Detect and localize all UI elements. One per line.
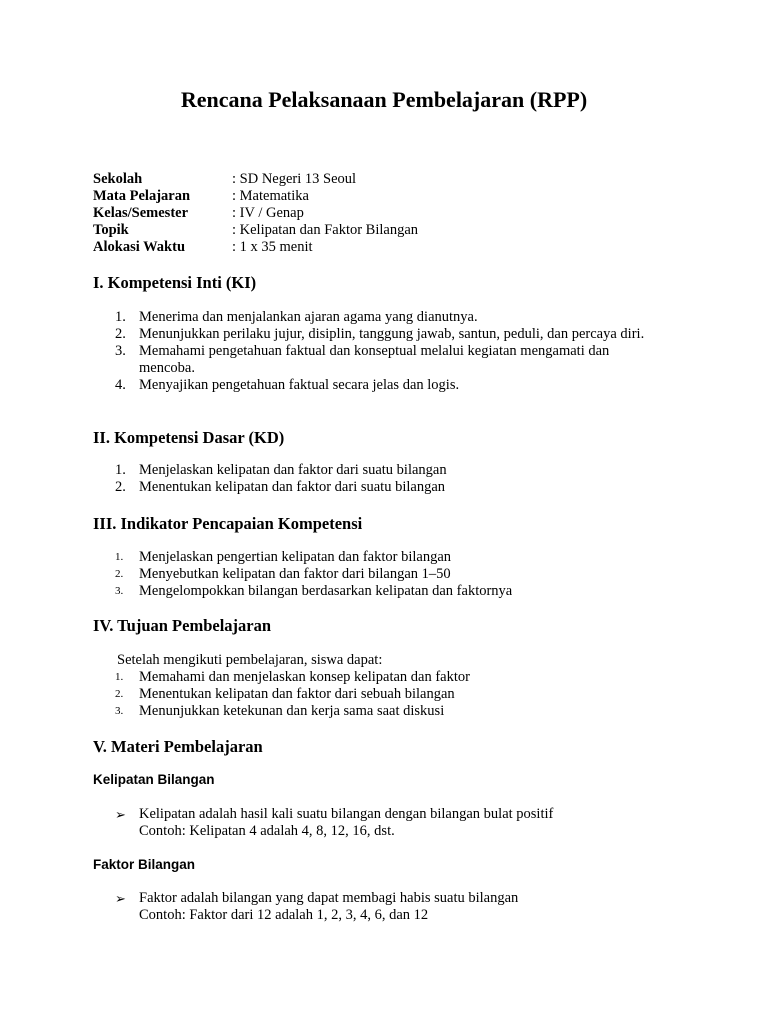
list-text: Memahami dan menjelaskan konsep kelipatan dan faktor [139, 669, 470, 685]
section-heading-tujuan: IV. Tujuan Pembelajaran [93, 616, 272, 635]
list-item [93, 686, 663, 703]
info-value: : Kelipatan dan Faktor Bilangan [232, 222, 419, 238]
list-text: Menentukan kelipatan dan faktor dari suatu bilangan [139, 479, 446, 495]
list-item [93, 462, 663, 479]
arrow-bullet-icon: ➢ [115, 891, 126, 906]
info-row-kelas-semester [93, 205, 418, 222]
info-label: Kelas/Semester [93, 205, 189, 221]
list-text: Menyajikan pengetahuan faktual secara jelas dan logis. [139, 377, 460, 393]
list-number: 2. [115, 568, 124, 580]
info-label: Mata Pelajaran [93, 188, 191, 204]
ipk-list [93, 549, 663, 600]
list-text: Menunjukkan perilaku jujur, disiplin, tanggung jawab, santun, peduli, dan percaya diri. [139, 326, 645, 342]
list-text: Memahami pengetahuan faktual dan konseptual melalui kegiatan mengamati dan mencoba. [139, 343, 610, 376]
faktor-example: Contoh: Faktor dari 12 adalah 1, 2, 3, 4, 6, dan 12 [139, 907, 429, 923]
list-text: Menjelaskan kelipatan dan faktor dari suatu bilangan [139, 462, 447, 478]
kelipatan-definition: Kelipatan adalah hasil kali suatu bilangan dengan bilangan bulat positif [139, 806, 554, 822]
section-heading-ki: I. Kompetensi Inti (KI) [93, 273, 257, 292]
tujuan-intro: Setelah mengikuti pembelajaran, siswa dapat: [117, 652, 383, 668]
arrow-bullet-icon: ➢ [115, 807, 126, 822]
list-item [93, 583, 663, 600]
list-text: Menunjukkan ketekunan dan kerja sama saat diskusi [139, 703, 445, 719]
list-item [93, 549, 663, 566]
list-number: 3. [115, 705, 124, 717]
subheading-faktor: Faktor Bilangan [93, 857, 196, 872]
list-text: Menerima dan menjalankan ajaran agama yang dianutnya. [139, 309, 478, 325]
info-label: Sekolah [93, 171, 143, 187]
list-item [93, 479, 663, 496]
list-number: 3. [115, 343, 126, 359]
list-item [93, 326, 663, 343]
faktor-definition: Faktor adalah bilangan yang dapat membagi habis suatu bilangan [139, 890, 519, 906]
list-number: 1. [115, 309, 126, 325]
info-value: : 1 x 35 menit [232, 239, 313, 255]
list-text: Mengelompokkan bilangan berdasarkan kelipatan dan faktornya [139, 583, 513, 599]
section-heading-ipk: III. Indikator Pencapaian Kompetensi [93, 514, 363, 533]
list-item [93, 309, 663, 326]
list-item [93, 703, 663, 720]
info-value: : SD Negeri 13 Seoul [232, 171, 357, 187]
list-item [93, 377, 663, 394]
list-text: Menentukan kelipatan dan faktor dari sebuah bilangan [139, 686, 455, 702]
list-item [93, 343, 663, 377]
ki-list [93, 309, 663, 394]
document-title: Rencana Pelaksanaan Pembelajaran (RPP) [180, 87, 588, 112]
info-row-alokasi-waktu [93, 239, 418, 256]
subheading-kelipatan: Kelipatan Bilangan [93, 772, 215, 787]
kelipatan-example: Contoh: Kelipatan 4 adalah 4, 8, 12, 16, dst. [139, 823, 395, 839]
list-number: 2. [115, 688, 124, 700]
info-row-mata-pelajaran [93, 188, 418, 205]
list-number: 4. [115, 377, 126, 393]
info-value: : IV / Genap [232, 205, 304, 221]
list-number: 1. [115, 671, 124, 683]
list-number: 2. [115, 326, 126, 342]
kd-list [93, 462, 663, 496]
info-label: Topik [93, 222, 129, 238]
list-text: Menjelaskan pengertian kelipatan dan faktor bilangan [139, 549, 452, 565]
list-text: Menyebutkan kelipatan dan faktor dari bilangan 1–50 [139, 566, 451, 582]
info-value: : Matematika [232, 188, 309, 204]
section-heading-kd: II. Kompetensi Dasar (KD) [93, 428, 285, 447]
list-number: 1. [115, 551, 124, 563]
list-number: 2. [115, 479, 126, 495]
list-number: 3. [115, 585, 124, 597]
info-row-sekolah [93, 171, 418, 188]
list-number: 1. [115, 462, 126, 478]
list-item [93, 566, 663, 583]
section-heading-materi: V. Materi Pembelajaran [93, 737, 263, 756]
identity-table [93, 171, 418, 256]
list-item [93, 669, 663, 686]
info-row-topik [93, 222, 418, 239]
info-label: Alokasi Waktu [93, 239, 186, 255]
tujuan-list [93, 669, 663, 720]
